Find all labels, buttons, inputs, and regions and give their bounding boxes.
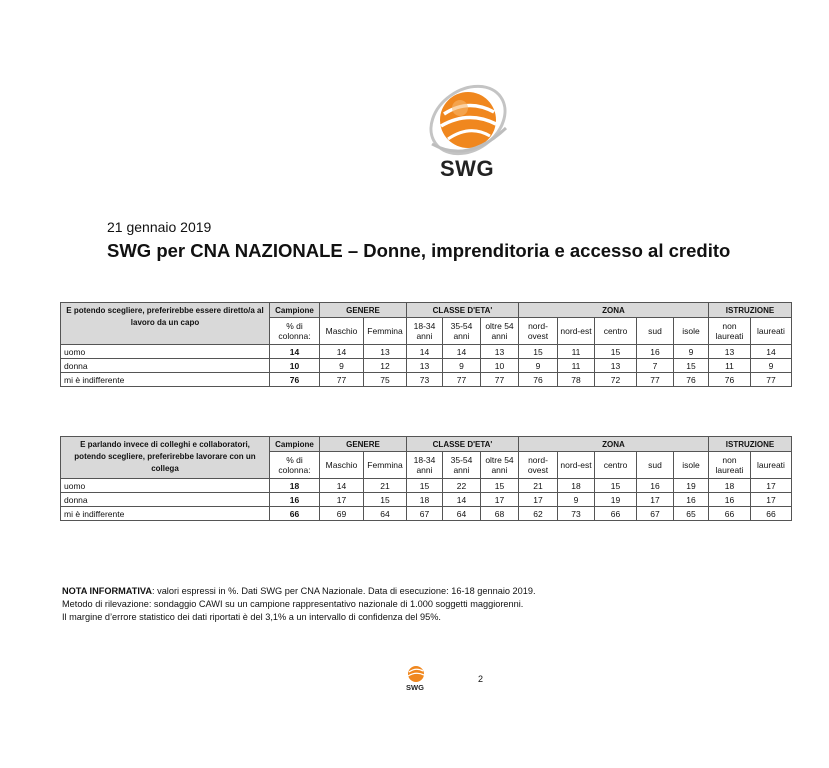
header-edu-1: non laureati	[709, 452, 751, 479]
table-2-body	[61, 479, 792, 521]
survey-table-2	[60, 436, 792, 521]
table-cell: 21	[519, 479, 558, 493]
header-maschio: Maschio	[320, 318, 364, 345]
table-row	[61, 507, 792, 521]
table-cell: 77	[443, 373, 481, 387]
swg-logo	[418, 84, 518, 194]
table-cell: 73	[407, 373, 443, 387]
note-line-1-text: : valori espressi in %. Dati SWG per CNA Nazionale. Data di esecuzione: 16-18 gennaio 2019.	[152, 586, 536, 596]
table-cell: 13	[709, 345, 751, 359]
header-istruzione: ISTRUZIONE	[709, 303, 792, 318]
header-age-1: 18-34 anni	[407, 318, 443, 345]
header-pct: % di colonna:	[270, 318, 320, 345]
note-line-3: Il margine d’errore statistico dei dati riportati è del 3,1% a un intervallo di confidenza del 95%.	[62, 612, 441, 622]
page-number: 2	[478, 674, 484, 684]
table-cell: 9	[674, 345, 709, 359]
survey-table-1	[60, 302, 792, 387]
table-cell: 10	[481, 359, 519, 373]
table-cell: 19	[595, 493, 637, 507]
swg-globe-small-icon	[404, 664, 428, 684]
table-cell: 15	[595, 479, 637, 493]
header-zone-4: sud	[637, 318, 674, 345]
note-label: NOTA INFORMATIVA	[62, 586, 152, 596]
header-genere: GENERE	[320, 437, 407, 452]
row-label: uomo	[61, 479, 270, 493]
header-zone-3: centro	[595, 452, 637, 479]
table-cell: 16	[709, 493, 751, 507]
table-cell: 9	[558, 493, 595, 507]
table-cell: 15	[519, 345, 558, 359]
table-cell: 64	[443, 507, 481, 521]
table-cell: 76	[674, 373, 709, 387]
table-cell: 66	[751, 507, 792, 521]
cell-campione: 10	[270, 359, 320, 373]
table-cell: 17	[751, 493, 792, 507]
header-age-2: 35-54 anni	[443, 452, 481, 479]
note-line-2: Metodo di rilevazione: sondaggio CAWI su un campione rappresentativo nazionale di 1.000 soggetti maggiorenni.	[62, 599, 524, 609]
header-zone-1: nord-ovest	[519, 318, 558, 345]
table-cell: 18	[558, 479, 595, 493]
header-maschio: Maschio	[320, 452, 364, 479]
table-cell: 15	[364, 493, 407, 507]
methodology-note	[62, 585, 536, 624]
table-cell: 7	[637, 359, 674, 373]
table-cell: 67	[637, 507, 674, 521]
table-cell: 15	[595, 345, 637, 359]
table-cell: 64	[364, 507, 407, 521]
table-row	[61, 345, 792, 359]
table-cell: 17	[637, 493, 674, 507]
report-title: SWG per CNA NAZIONALE – Donne, imprenditoria e accesso al credito	[107, 240, 731, 261]
row-label: uomo	[61, 345, 270, 359]
header-age-2: 35-54 anni	[443, 318, 481, 345]
header-zona: ZONA	[519, 303, 709, 318]
table-cell: 15	[407, 479, 443, 493]
table-cell: 69	[320, 507, 364, 521]
table-cell: 78	[558, 373, 595, 387]
question-text: E potendo scegliere, preferirebbe essere diretto/a al lavoro da un capo	[61, 303, 270, 345]
table-cell: 16	[674, 493, 709, 507]
header-genere: GENERE	[320, 303, 407, 318]
table-cell: 14	[443, 493, 481, 507]
table-cell: 14	[407, 345, 443, 359]
table-cell: 13	[364, 345, 407, 359]
table-cell: 18	[709, 479, 751, 493]
header-zone-5: isole	[674, 452, 709, 479]
cell-campione: 16	[270, 493, 320, 507]
table-cell: 9	[519, 359, 558, 373]
table-cell: 16	[637, 345, 674, 359]
cell-campione: 18	[270, 479, 320, 493]
table-cell: 19	[674, 479, 709, 493]
table-cell: 67	[407, 507, 443, 521]
table-cell: 17	[751, 479, 792, 493]
table-cell: 17	[519, 493, 558, 507]
question-text: E parlando invece di colleghi e collaboratori, potendo scegliere, preferirebbe lavorare con un collega	[61, 437, 270, 479]
table-cell: 77	[320, 373, 364, 387]
table-cell: 17	[320, 493, 364, 507]
table-cell: 14	[320, 479, 364, 493]
table-cell: 15	[674, 359, 709, 373]
table-cell: 9	[443, 359, 481, 373]
table-cell: 77	[751, 373, 792, 387]
table-cell: 13	[481, 345, 519, 359]
header-femmina: Femmina	[364, 318, 407, 345]
table-cell: 13	[595, 359, 637, 373]
table-1-body	[61, 345, 792, 387]
table-cell: 11	[558, 345, 595, 359]
table-cell: 14	[320, 345, 364, 359]
table-cell: 9	[320, 359, 364, 373]
table-cell: 17	[481, 493, 519, 507]
table-cell: 68	[481, 507, 519, 521]
table-cell: 73	[558, 507, 595, 521]
footer-logo	[404, 664, 428, 694]
header-campione: Campione	[270, 303, 320, 318]
header-zone-5: isole	[674, 318, 709, 345]
table-cell: 77	[481, 373, 519, 387]
header-femmina: Femmina	[364, 452, 407, 479]
header-zone-2: nord-est	[558, 452, 595, 479]
table-row	[61, 479, 792, 493]
header-age-1: 18-34 anni	[407, 452, 443, 479]
header-classe: CLASSE D'ETA'	[407, 437, 519, 452]
row-label: donna	[61, 359, 270, 373]
table-cell: 14	[751, 345, 792, 359]
row-label: donna	[61, 493, 270, 507]
table-cell: 11	[709, 359, 751, 373]
table-cell: 66	[595, 507, 637, 521]
header-edu-2: laureati	[751, 318, 792, 345]
table-cell: 15	[481, 479, 519, 493]
footer-logo-text: SWG	[406, 683, 424, 692]
cell-campione: 76	[270, 373, 320, 387]
header-zona: ZONA	[519, 437, 709, 452]
table-cell: 16	[637, 479, 674, 493]
header-age-3: oltre 54 anni	[481, 452, 519, 479]
table-row	[61, 373, 792, 387]
note-line-1	[62, 585, 536, 598]
header-edu-1: non laureati	[709, 318, 751, 345]
table-cell: 76	[519, 373, 558, 387]
header-campione: Campione	[270, 437, 320, 452]
cell-campione: 66	[270, 507, 320, 521]
table-row	[61, 359, 792, 373]
table-cell: 75	[364, 373, 407, 387]
table-cell: 72	[595, 373, 637, 387]
table-row	[61, 493, 792, 507]
table-cell: 76	[709, 373, 751, 387]
table-cell: 18	[407, 493, 443, 507]
table-cell: 22	[443, 479, 481, 493]
header-classe: CLASSE D'ETA'	[407, 303, 519, 318]
table-cell: 14	[443, 345, 481, 359]
row-label: mi è indifferente	[61, 507, 270, 521]
table-cell: 9	[751, 359, 792, 373]
header-istruzione: ISTRUZIONE	[709, 437, 792, 452]
swg-globe-icon	[418, 84, 518, 156]
report-date: 21 gennaio 2019	[107, 219, 212, 235]
table-cell: 21	[364, 479, 407, 493]
table-cell: 77	[637, 373, 674, 387]
table-cell: 13	[407, 359, 443, 373]
header-age-3: oltre 54 anni	[481, 318, 519, 345]
table-cell: 11	[558, 359, 595, 373]
logo-text: SWG	[440, 156, 495, 181]
table-cell: 66	[709, 507, 751, 521]
cell-campione: 14	[270, 345, 320, 359]
table-cell: 62	[519, 507, 558, 521]
table-cell: 65	[674, 507, 709, 521]
row-label: mi è indifferente	[61, 373, 270, 387]
table-cell: 12	[364, 359, 407, 373]
header-zone-4: sud	[637, 452, 674, 479]
header-zone-2: nord-est	[558, 318, 595, 345]
header-zone-3: centro	[595, 318, 637, 345]
header-edu-2: laureati	[751, 452, 792, 479]
header-zone-1: nord-ovest	[519, 452, 558, 479]
header-pct: % di colonna:	[270, 452, 320, 479]
